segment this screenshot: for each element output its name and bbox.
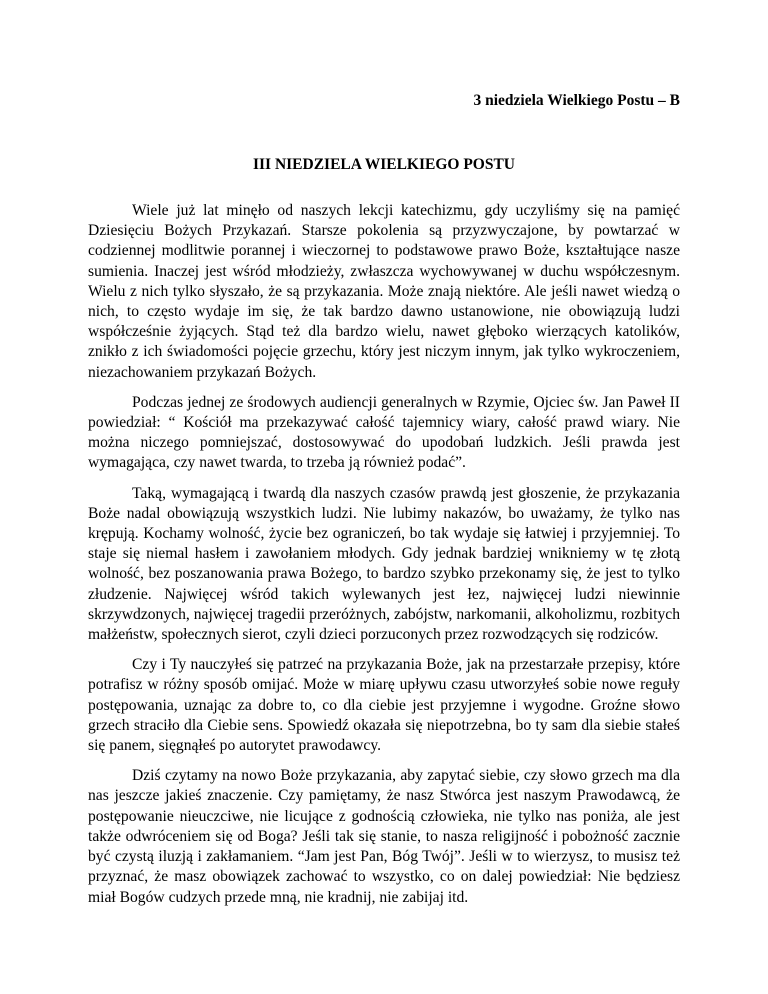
paragraph: Czy i Ty nauczyłeś się patrzeć na przykazania Boże, jak na przestarzałe przepisy, które potrafisz w różny sposób omijać. Może w miarę upływu czasu utworzyłeś sobie nowe reguły postępowania, uznając za dobre to, co dla ciebie jest przyjemne i wygodne. Groźne słowo grzech straciło dla Ciebie sens. Spowiedź okazała się niepotrzebna, bo ty sam dla siebie stałeś się panem, sięgnąłeś po autorytet prawodawcy. <box>88 656 680 755</box>
page-title: III NIEDZIELA WIELKIEGO POSTU <box>252 156 515 173</box>
paragraph: Podczas jednej ze środowych audiencji generalnych w Rzymie, Ojciec św. Jan Paweł II powiedział: “ Kościół ma przekazywać całość tajemnicy wiary, całość prawd wiary. Nie można niczego pomniejszać, dostosowywać do upodobań ludzkich. Jeśli prawda jest wymagająca, czy nawet twarda, to trzeba ją również podać”. <box>88 393 680 472</box>
document-body <box>88 201 680 918</box>
header-reference: 3 niedziela Wielkiego Postu – B <box>473 92 680 109</box>
paragraph: Dziś czytamy na nowo Boże przykazania, aby zapytać siebie, czy słowo grzech ma dla nas jeszcze jakieś znaczenie. Czy pamiętamy, że nasz Stwórca jest naszym Prawodawcą, że postępowanie nieuczciwe, nie licujące z godnością człowieka, nie tylko nas poniża, ale jest także odwróceniem się od Boga? Jeśli tak się stanie, to nasza religijność i pobożność zacznie być czystą iluzją i zakłamaniem. “Jam jest Pan, Bóg Twój”. Jeśli w to wierzysz, to musisz też przyznać, że masz obowiązek zachować to wszystko, co on dalej powiedział: Nie będziesz miał Bogów cudzych przede mną, nie kradnij, nie zabijaj itd. <box>88 767 680 906</box>
paragraph: Wiele już lat minęło od naszych lekcji katechizmu, gdy uczyliśmy się na pamięć Dziesięciu Bożych Przykazań. Starsze pokolenia są przyzwyczajone, by powtarzać w codziennej modlitwie porannej i wieczornej to podstawowe prawo Boże, kształtujące nasze sumienia. Inaczej jest wśród młodzieży, zwłaszcza wychowywanej w duchu współczesnym. Wielu z nich tylko słyszało, że są przykazania. Może znają niektóre. Ale jeśli nawet wiedzą o nich, to często wydaje im się, że tak bardzo dawno ustanowione, nie obowiązują ludzi współcześnie żyjących. Stąd też dla bardzo wielu, nawet głęboko wierzących katolików, znikło z ich świadomości pojęcie grzechu, który jest niczym innym, jak tylko wykroczeniem, niezachowaniem przykazań Bożych. <box>88 202 680 381</box>
paragraph: Taką, wymagającą i twardą dla naszych czasów prawdą jest głoszenie, że przykazania Boże nadal obowiązują wszystkich ludzi. Nie lubimy nakazów, bo uważamy, że tylko nas krępują. Kochamy wolność, życie bez ograniczeń, bo tak wydaje się łatwiej i przyjemniej. To staje się niemal hasłem i zawołaniem młodych. Gdy jednak bardziej wnikniemy w tę złotą wolność, bez poszanowania prawa Bożego, to bardzo szybko przekonamy się, że jest to tylko złudzenie. Najwięcej wśród takich wylewanych jest łez, najwięcej ludzi niewinnie skrzywdzonych, najwięcej tragedii przeróżnych, zabójstw, narkomanii, alkoholizmu, rozbitych małżeństw, społecznych sierot, czyli dzieci porzuconych przez rozwodzących się rodziców. <box>88 484 680 644</box>
